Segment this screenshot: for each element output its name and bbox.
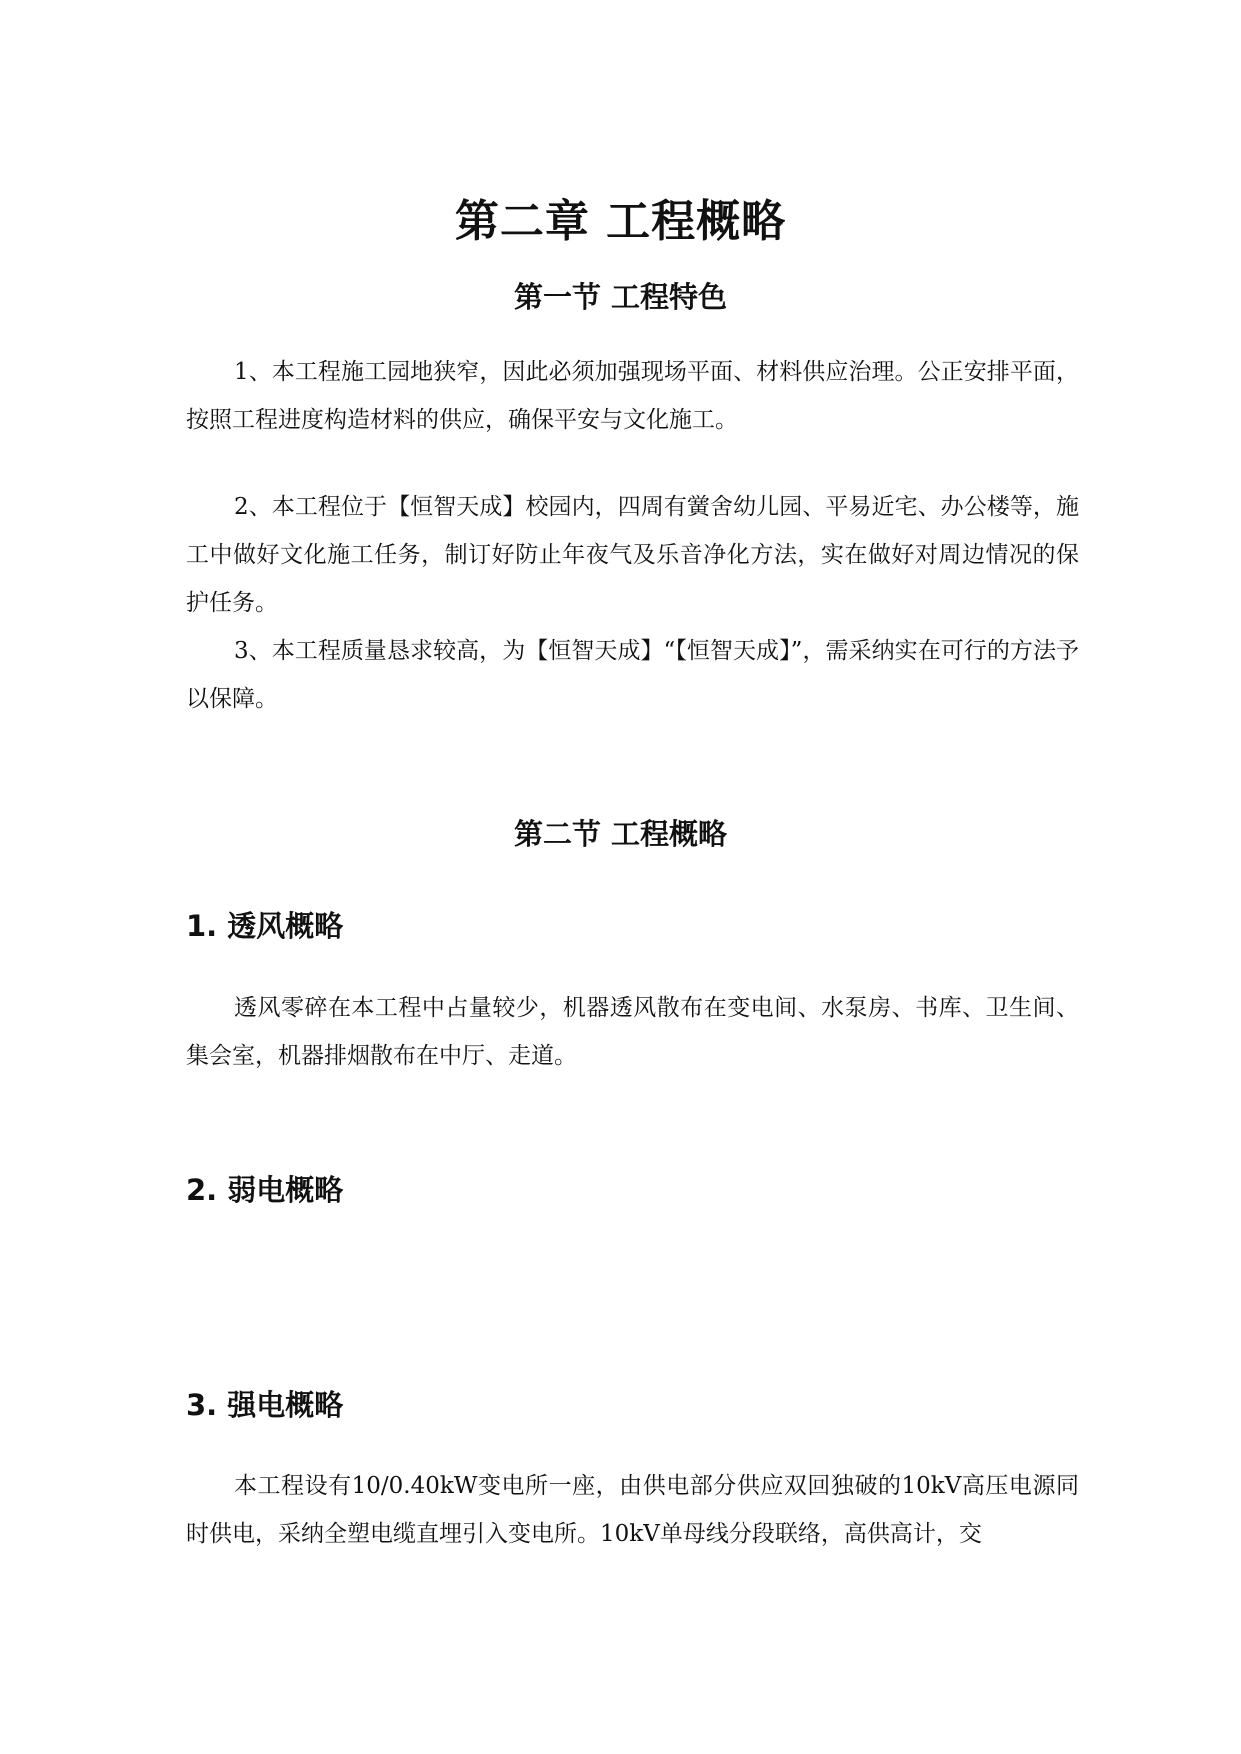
- chapter-title: 第二章 工程概略: [454, 196, 787, 247]
- paragraph-feature-1: 1、本工程施工园地狭窄，因此必须加强现场平面、材料供应治理。公正安排平面，按照工程进度构造材料的供应，确保平安与文化施工。: [186, 359, 1079, 433]
- paragraph-ventilation: 透风零碎在本工程中占量较少，机器透风散布在变电间、水泵房、书库、卫生间、集会室，机器排烟散布在中厅、走道。: [186, 995, 1079, 1069]
- section-title-overview: 第二节 工程概略: [513, 817, 728, 851]
- section-title-features: 第一节 工程特色: [513, 280, 728, 314]
- subsection-title-low-voltage: 2. 弱电概略: [186, 1173, 344, 1207]
- paragraph-feature-2: 2、本工程位于【恒智天成】校园内，四周有黉舍幼儿园、平易近宅、办公楼等，施工中做好文化施工任务，制订好防止年夜气及乐音净化方法，实在做好对周边情况的保护任务。: [186, 494, 1079, 616]
- subsection-title-high-voltage: 3. 强电概略: [186, 1388, 344, 1422]
- subsection-title-ventilation: 1. 透风概略: [186, 909, 344, 943]
- paragraph-high-voltage: 本工程设有10/0.40kW变电所一座，由供电部分供应双回独破的10kV高压电源同时供电，采纳全塑电缆直埋引入变电所。10kV单母线分段联络，高供高计，交: [186, 1473, 1079, 1547]
- paragraph-feature-3: 3、本工程质量恳求较高，为【恒智天成】“【恒智天成】”，需采纳实在可行的方法予以保障。: [186, 638, 1079, 712]
